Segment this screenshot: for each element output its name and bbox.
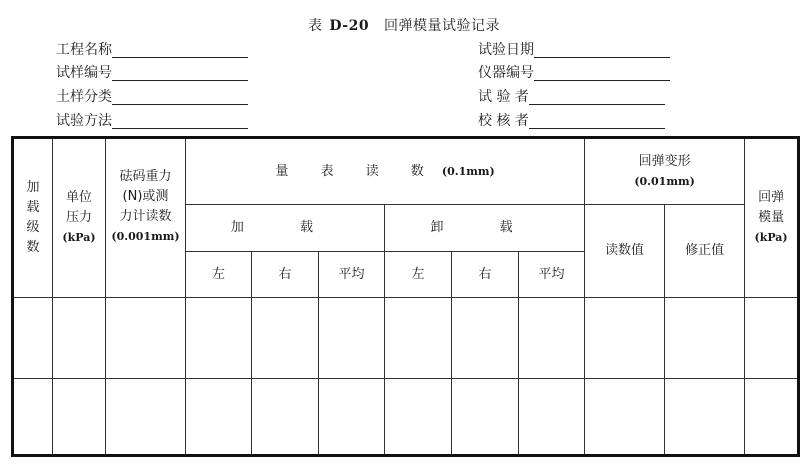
data-cell[interactable] xyxy=(665,298,745,379)
weight-reading-header xyxy=(106,138,186,298)
data-cell[interactable] xyxy=(519,298,585,379)
field-checker[interactable] xyxy=(478,112,665,130)
header-text: 力计读数 xyxy=(119,209,172,224)
header-text: 级 xyxy=(26,220,40,235)
blank-line[interactable] xyxy=(112,64,248,81)
field-label: 试 验 者 xyxy=(478,89,529,105)
data-cell[interactable] xyxy=(186,379,252,456)
load-average-header: 平均 xyxy=(319,252,385,298)
form-title xyxy=(0,15,808,35)
title-prefix: 表 xyxy=(307,18,323,34)
data-cell[interactable] xyxy=(186,298,252,379)
unloading-header xyxy=(385,205,585,252)
data-cell[interactable] xyxy=(665,379,745,456)
field-test-method[interactable] xyxy=(56,112,248,130)
field-label: 仪器编号 xyxy=(478,65,534,81)
data-cell[interactable] xyxy=(452,379,519,456)
table-row xyxy=(13,298,799,379)
unload-average-header: 平均 xyxy=(519,252,585,298)
data-cell[interactable] xyxy=(53,298,106,379)
corrected-value-header: 修正值 xyxy=(665,205,745,298)
field-label: 土样分类 xyxy=(56,89,112,105)
data-cell[interactable] xyxy=(745,298,799,379)
header-text: 量 表 读 数 xyxy=(275,163,438,179)
data-cell[interactable] xyxy=(106,379,186,456)
header-unit: (kPa) xyxy=(754,231,788,244)
data-cell[interactable] xyxy=(13,298,53,379)
header-unit: (0.01mm) xyxy=(634,174,695,188)
data-cell[interactable] xyxy=(385,298,452,379)
field-project-name[interactable] xyxy=(56,41,248,59)
header-text: 单位 xyxy=(65,190,92,205)
field-soil-class[interactable] xyxy=(56,88,248,106)
blank-line[interactable] xyxy=(112,112,248,129)
data-cell[interactable] xyxy=(385,379,452,456)
modulus-header xyxy=(745,138,799,298)
record-table xyxy=(11,136,800,457)
field-label: 试样编号 xyxy=(56,65,112,81)
header-text: (N)或测 xyxy=(122,189,169,204)
unload-right-header: 右 xyxy=(452,252,519,298)
field-sample-no[interactable] xyxy=(56,64,248,82)
header-text: 加 载 xyxy=(230,220,340,235)
blank-line[interactable] xyxy=(112,88,248,105)
field-test-date[interactable] xyxy=(478,41,670,59)
load-right-header: 右 xyxy=(252,252,319,298)
field-label: 试验日期 xyxy=(478,42,534,58)
reading-value-header: 读数值 xyxy=(585,205,665,298)
header-unit: (0.1mm) xyxy=(441,164,495,178)
blank-line[interactable] xyxy=(534,41,670,58)
data-cell[interactable] xyxy=(519,379,585,456)
data-cell[interactable] xyxy=(319,379,385,456)
rebound-deform-header xyxy=(585,138,745,205)
unload-left-header: 左 xyxy=(385,252,452,298)
data-cell[interactable] xyxy=(13,379,53,456)
unit-pressure-header xyxy=(53,138,106,298)
data-cell[interactable] xyxy=(745,379,799,456)
blank-line[interactable] xyxy=(112,41,248,58)
header-text: 载 xyxy=(26,200,40,215)
data-cell[interactable] xyxy=(252,379,319,456)
header-text: 模量 xyxy=(758,210,785,225)
header-text: 卸 载 xyxy=(430,220,539,235)
header-text: 回弹 xyxy=(758,190,785,205)
blank-line[interactable] xyxy=(529,112,665,129)
field-label: 试验方法 xyxy=(56,113,112,129)
data-cell[interactable] xyxy=(452,298,519,379)
table-number: D-20 xyxy=(329,18,370,34)
load-level-header xyxy=(13,138,53,298)
data-cell[interactable] xyxy=(585,298,665,379)
header-text: 加 xyxy=(26,180,40,195)
header-unit: (0.001mm) xyxy=(111,230,180,243)
header-text: 砝码重力 xyxy=(119,169,172,184)
field-instrument-no[interactable] xyxy=(478,64,670,82)
field-label: 校 核 者 xyxy=(478,113,529,129)
header-text: 回弹变形 xyxy=(638,153,691,169)
load-left-header: 左 xyxy=(186,252,252,298)
table-row xyxy=(13,379,799,456)
dial-reading-header xyxy=(186,138,585,205)
blank-line[interactable] xyxy=(529,88,665,105)
data-cell[interactable] xyxy=(53,379,106,456)
field-label: 工程名称 xyxy=(56,42,112,58)
header-unit: (kPa) xyxy=(62,231,96,244)
header-text: 压力 xyxy=(65,210,92,225)
data-cell[interactable] xyxy=(252,298,319,379)
field-tester[interactable] xyxy=(478,88,665,106)
data-cell[interactable] xyxy=(319,298,385,379)
header-text: 数 xyxy=(26,240,40,255)
loading-header xyxy=(186,205,385,252)
title-text: 回弹模量试验记录 xyxy=(384,18,501,34)
data-cell[interactable] xyxy=(106,298,186,379)
data-cell[interactable] xyxy=(585,379,665,456)
blank-line[interactable] xyxy=(534,64,670,81)
